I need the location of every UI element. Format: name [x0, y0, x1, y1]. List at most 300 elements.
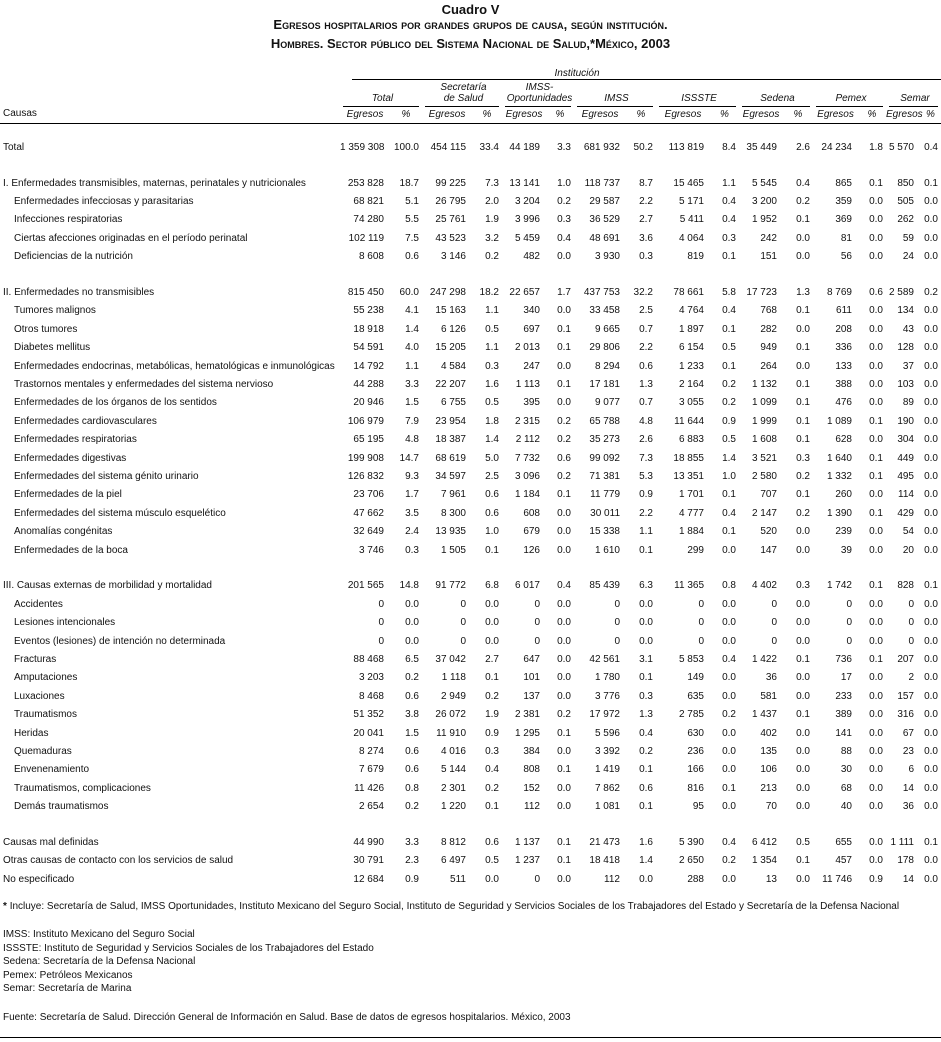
cell-pct: 0.0	[722, 617, 736, 629]
cell-egresos: 264	[760, 360, 777, 372]
cell-pct: 0.5	[485, 397, 499, 409]
cell-pct: 0.1	[796, 214, 810, 226]
cell-pct: 0.0	[869, 617, 883, 629]
cell-pct: 0.4	[722, 195, 736, 207]
cell-pct: 0.0	[485, 617, 499, 629]
cell-pct: 0.7	[639, 323, 653, 335]
cell-pct: 0.0	[869, 526, 883, 538]
row-label: Demás traumatismos	[14, 801, 109, 813]
subheader-pct: %	[793, 109, 803, 120]
cell-pct: 0.0	[796, 745, 810, 757]
cell-egresos: 199 908	[347, 452, 384, 464]
cell-egresos: 505	[897, 195, 914, 207]
cell-egresos: 247 298	[429, 287, 466, 299]
cell-pct: 0.3	[639, 251, 653, 263]
cell-egresos: 13 935	[435, 526, 466, 538]
row-label: Envenenamiento	[14, 764, 90, 776]
cell-egresos: 17 972	[589, 709, 620, 721]
cell-pct: 1.1	[639, 526, 653, 538]
cell-pct: 1.6	[639, 836, 653, 848]
cell-egresos: 8 294	[594, 360, 620, 372]
table-row	[0, 705, 941, 723]
cell-pct: 0.0	[722, 727, 736, 739]
cell-pct: 0.2	[557, 470, 571, 482]
subheader-pct: %	[926, 109, 935, 120]
cell-egresos: 865	[835, 177, 852, 189]
cell-egresos: 288	[687, 873, 704, 885]
cell-pct: 0.1	[796, 709, 810, 721]
cell-egresos: 25 761	[435, 214, 466, 226]
cell-pct: 0.9	[869, 873, 883, 885]
cell-pct: 0.6	[639, 782, 653, 794]
cell-pct: 0.0	[796, 672, 810, 684]
cell-pct: 0.0	[869, 305, 883, 317]
cell-pct: 6.3	[639, 580, 653, 592]
row-label: Tumores malignos	[14, 305, 96, 317]
subheader-pct: %	[401, 109, 411, 120]
cell-egresos: 1 780	[594, 672, 620, 684]
table-row	[0, 797, 941, 815]
cell-pct: 0.0	[557, 745, 571, 757]
cell-egresos: 3 200	[751, 195, 777, 207]
cell-pct: 0.1	[796, 342, 810, 354]
cell-egresos: 476	[835, 397, 852, 409]
cell-pct: 0.1	[722, 782, 736, 794]
cell-egresos: 3 096	[514, 470, 540, 482]
cell-egresos: 56	[840, 251, 852, 263]
cell-pct: 0.0	[796, 873, 810, 885]
cell-egresos: 14	[902, 873, 914, 885]
cell-egresos: 1 999	[751, 415, 777, 427]
cell-pct: 0.0	[796, 544, 810, 556]
cell-pct: 0.2	[722, 397, 736, 409]
cell-egresos: 369	[835, 214, 852, 226]
cell-pct: 1.3	[639, 709, 653, 721]
cell-egresos: 828	[897, 580, 914, 592]
cell-egresos: 3 746	[358, 544, 384, 556]
cell-egresos: 36	[902, 801, 914, 813]
cell-pct: 7.3	[639, 452, 653, 464]
table-body	[0, 138, 941, 888]
cell-egresos: 402	[760, 727, 777, 739]
group-rule-0	[343, 106, 419, 107]
cell-pct: 0.0	[722, 598, 736, 610]
cell-egresos: 2 580	[751, 470, 777, 482]
cell-pct: 14.7	[399, 452, 419, 464]
cell-egresos: 37 042	[435, 653, 466, 665]
subheader-egresos: Egresos	[505, 109, 543, 120]
cell-egresos: 147	[760, 544, 777, 556]
source-note: Fuente: Secretaría de Salud. Dirección General de Información en Salud. Base de datos de egresos hospitalarios. México, 2003	[3, 1012, 571, 1023]
cell-pct: 2.7	[639, 214, 653, 226]
cell-pct: 0.0	[869, 672, 883, 684]
row-label: I. Enfermedades transmisibles, maternas, perinatales y nutricionales	[3, 177, 306, 189]
abbreviation-line: Semar: Secretaría de Marina	[3, 983, 132, 995]
cell-pct: 7.9	[405, 415, 419, 427]
table-row	[0, 852, 941, 870]
cell-egresos: 35 273	[589, 434, 620, 446]
cell-pct: 1.9	[485, 709, 499, 721]
cell-egresos: 34 597	[435, 470, 466, 482]
cell-pct: 0.0	[557, 507, 571, 519]
row-label: III. Causas externas de morbilidad y mortalidad	[3, 580, 212, 592]
cell-egresos: 32 649	[353, 526, 384, 538]
cell-pct: 5.3	[639, 470, 653, 482]
cell-pct: 0.3	[722, 232, 736, 244]
cell-pct: 0.4	[485, 764, 499, 776]
cell-pct: 0.3	[796, 452, 810, 464]
cell-egresos: 29 587	[589, 195, 620, 207]
cell-pct: 5.1	[405, 195, 419, 207]
cell-egresos: 736	[835, 653, 852, 665]
cell-pct: 0.0	[924, 526, 938, 538]
row-label: II. Enfermedades no transmisibles	[3, 287, 155, 299]
row-label: Enfermedades cardiovasculares	[14, 415, 157, 427]
group-rule-6	[816, 106, 883, 107]
cell-pct: 0.6	[405, 745, 419, 757]
cell-pct: 1.9	[485, 214, 499, 226]
cell-egresos: 4 584	[440, 360, 466, 372]
cell-pct: 0.0	[796, 323, 810, 335]
cell-egresos: 12 684	[353, 873, 384, 885]
cell-pct: 0.1	[796, 434, 810, 446]
cell-egresos: 15 205	[435, 342, 466, 354]
group-header-0-line-0: Total	[371, 93, 394, 104]
cell-egresos: 8 769	[826, 287, 852, 299]
cell-pct: 0.0	[405, 635, 419, 647]
cell-egresos: 1 359 308	[340, 141, 385, 153]
row-label: Enfermedades del sistema músculo esquelético	[14, 507, 226, 519]
cell-egresos: 316	[897, 709, 914, 721]
cell-pct: 0.0	[557, 801, 571, 813]
cell-pct: 3.1	[639, 653, 653, 665]
cell-egresos: 395	[523, 397, 540, 409]
cell-pct: 0.4	[557, 232, 571, 244]
cell-pct: 0.0	[796, 764, 810, 776]
cell-pct: 0.0	[924, 764, 938, 776]
cell-egresos: 207	[897, 653, 914, 665]
table-row	[0, 138, 941, 156]
row-label: Enfermedades respiratorias	[14, 434, 137, 446]
cell-egresos: 22 207	[435, 378, 466, 390]
cell-pct: 0.0	[869, 323, 883, 335]
cell-egresos: 511	[450, 873, 466, 885]
cell-pct: 0.1	[557, 342, 571, 354]
cell-egresos: 15 338	[589, 526, 620, 538]
cell-pct: 0.2	[722, 709, 736, 721]
cell-pct: 0.0	[924, 690, 938, 702]
cell-pct: 1.8	[485, 415, 499, 427]
cell-pct: 0.4	[722, 507, 736, 519]
cell-pct: 0.1	[796, 397, 810, 409]
cell-egresos: 67	[902, 727, 914, 739]
table-row	[0, 742, 941, 760]
table-row	[0, 430, 941, 448]
cell-egresos: 18 387	[435, 434, 466, 446]
cell-pct: 60.0	[399, 287, 419, 299]
cell-egresos: 0	[771, 617, 777, 629]
cell-pct: 0.1	[557, 323, 571, 335]
cell-pct: 0.0	[869, 598, 883, 610]
cell-egresos: 0	[460, 635, 466, 647]
cell-pct: 0.2	[405, 672, 419, 684]
cell-egresos: 101	[523, 672, 540, 684]
cell-pct: 0.0	[405, 598, 419, 610]
cell-pct: 0.5	[485, 323, 499, 335]
group-rule-3	[577, 106, 653, 107]
abbreviation-line: Pemex: Petróleos Mexicanos	[3, 969, 133, 981]
cell-egresos: 78 661	[673, 287, 704, 299]
cell-pct: 0.0	[722, 745, 736, 757]
cell-pct: 0.0	[869, 360, 883, 372]
cell-pct: 0.1	[485, 672, 499, 684]
cell-egresos: 2 315	[514, 415, 540, 427]
cell-egresos: 3 521	[751, 452, 777, 464]
group-header-2-line-0: IMSS-	[525, 82, 554, 93]
cell-egresos: 24 234	[821, 141, 852, 153]
cell-pct: 0.6	[639, 360, 653, 372]
row-label: Enfermedades de la piel	[14, 489, 122, 501]
cell-pct: 0.4	[722, 653, 736, 665]
cell-egresos: 0	[908, 617, 914, 629]
cell-pct: 0.0	[796, 598, 810, 610]
cell-pct: 1.1	[485, 305, 499, 317]
cell-pct: 0.1	[639, 764, 653, 776]
cell-pct: 0.1	[869, 580, 883, 592]
cell-pct: 1.0	[557, 177, 571, 189]
table-row	[0, 449, 941, 467]
table-number: Cuadro V	[441, 2, 500, 17]
cell-pct: 0.2	[557, 415, 571, 427]
cell-egresos: 359	[835, 195, 852, 207]
cell-egresos: 99 225	[435, 177, 466, 189]
cell-egresos: 1 111	[890, 836, 914, 848]
cell-pct: 0.1	[796, 415, 810, 427]
cell-egresos: 13 141	[509, 177, 540, 189]
cell-pct: 0.8	[722, 580, 736, 592]
cell-pct: 1.6	[485, 378, 499, 390]
cell-pct: 0.5	[722, 342, 736, 354]
cell-pct: 6.5	[405, 653, 419, 665]
cell-pct: 0.0	[924, 745, 938, 757]
subheader-pct: %	[482, 109, 492, 120]
cell-pct: 1.1	[722, 177, 736, 189]
cell-pct: 0.0	[869, 855, 883, 867]
table-row	[0, 412, 941, 430]
cell-pct: 0.0	[869, 764, 883, 776]
table-row	[0, 302, 941, 320]
cell-egresos: 0	[614, 617, 620, 629]
cell-egresos: 8 300	[440, 507, 466, 519]
cell-egresos: 22 657	[509, 287, 540, 299]
cell-pct: 1.5	[405, 727, 419, 739]
cell-pct: 0.4	[924, 141, 938, 153]
cell-egresos: 816	[687, 782, 704, 794]
cell-egresos: 2 589	[888, 287, 914, 299]
cell-pct: 0.1	[869, 452, 883, 464]
cell-egresos: 0	[846, 635, 852, 647]
cell-egresos: 0	[378, 635, 384, 647]
cell-pct: 0.2	[796, 507, 810, 519]
cell-egresos: 126 832	[347, 470, 384, 482]
cell-egresos: 88	[840, 745, 852, 757]
cell-pct: 0.0	[722, 544, 736, 556]
cell-egresos: 388	[835, 378, 852, 390]
table-row	[0, 595, 941, 613]
table-row	[0, 669, 941, 687]
cell-pct: 0.1	[557, 836, 571, 848]
cell-pct: 0.0	[924, 801, 938, 813]
cell-egresos: 815 450	[347, 287, 384, 299]
table-row	[0, 779, 941, 797]
cell-egresos: 47 662	[353, 507, 384, 519]
spacer-cell	[0, 816, 941, 834]
cell-pct: 0.0	[924, 378, 938, 390]
cell-pct: 0.1	[796, 855, 810, 867]
cell-pct: 0.0	[557, 782, 571, 794]
cell-pct: 0.9	[722, 415, 736, 427]
table-row	[0, 522, 941, 540]
cell-pct: 0.2	[722, 855, 736, 867]
cell-pct: 3.8	[405, 709, 419, 721]
cell-egresos: 239	[835, 526, 852, 538]
cell-pct: 0.1	[722, 489, 736, 501]
cell-egresos: 768	[760, 305, 777, 317]
cell-pct: 2.6	[639, 434, 653, 446]
cell-egresos: 1 237	[514, 855, 540, 867]
spacer-row	[0, 156, 941, 174]
cell-egresos: 1 422	[751, 653, 777, 665]
group-header-4-line-0: ISSSTE	[681, 93, 717, 104]
cell-pct: 2.5	[639, 305, 653, 317]
cell-pct: 2.2	[639, 195, 653, 207]
cell-egresos: 149	[687, 672, 704, 684]
row-label: Amputaciones	[14, 672, 78, 684]
cell-egresos: 0	[771, 635, 777, 647]
cell-egresos: 1 137	[514, 836, 540, 848]
cell-pct: 0.0	[869, 782, 883, 794]
cell-pct: 0.3	[485, 360, 499, 372]
spacer-row	[0, 559, 941, 577]
cell-egresos: 7 679	[358, 764, 384, 776]
cell-pct: 2.2	[639, 507, 653, 519]
cell-egresos: 0	[846, 617, 852, 629]
cell-egresos: 71 381	[589, 470, 620, 482]
cell-pct: 1.0	[722, 470, 736, 482]
cell-pct: 0.0	[485, 635, 499, 647]
cell-egresos: 11 426	[354, 782, 384, 794]
cell-egresos: 4 402	[751, 580, 777, 592]
cell-pct: 0.0	[869, 378, 883, 390]
cell-egresos: 5 171	[678, 195, 704, 207]
cell-pct: 0.0	[557, 360, 571, 372]
cell-pct: 0.0	[924, 507, 938, 519]
cell-pct: 32.2	[633, 287, 653, 299]
cell-egresos: 17	[840, 672, 852, 684]
cell-pct: 0.3	[485, 745, 499, 757]
cell-pct: 0.1	[557, 489, 571, 501]
row-label: Trastornos mentales y enfermedades del sistema nervioso	[14, 378, 274, 390]
cell-egresos: 20 946	[353, 397, 384, 409]
table-row	[0, 761, 941, 779]
cell-egresos: 5 390	[678, 836, 704, 848]
cell-egresos: 30 791	[353, 855, 384, 867]
row-label: Luxaciones	[14, 690, 65, 702]
cell-egresos: 299	[687, 544, 704, 556]
cell-pct: 8.7	[639, 177, 653, 189]
cell-egresos: 1 897	[678, 323, 704, 335]
cell-egresos: 106	[760, 764, 777, 776]
cell-pct: 3.5	[405, 507, 419, 519]
cell-egresos: 7 862	[594, 782, 620, 794]
cell-egresos: 65 195	[353, 434, 384, 446]
cell-egresos: 126	[523, 544, 540, 556]
cell-pct: 0.2	[557, 195, 571, 207]
group-header-2-line-1: Oportunidades	[506, 93, 573, 104]
table-row	[0, 283, 941, 301]
cell-pct: 0.0	[639, 598, 653, 610]
cell-pct: 4.1	[405, 305, 419, 317]
cell-egresos: 135	[760, 745, 777, 757]
cell-egresos: 54 591	[353, 342, 384, 354]
cell-egresos: 128	[897, 342, 914, 354]
cell-egresos: 1 233	[678, 360, 704, 372]
cell-egresos: 23 706	[353, 489, 384, 501]
row-label: Traumatismos	[14, 709, 77, 721]
cell-egresos: 26 795	[435, 195, 466, 207]
cell-pct: 0.0	[796, 727, 810, 739]
table-row	[0, 394, 941, 412]
cell-egresos: 35 449	[746, 141, 777, 153]
cell-egresos: 1 132	[751, 378, 777, 390]
cell-pct: 0.3	[796, 580, 810, 592]
cell-egresos: 2 949	[440, 690, 466, 702]
cell-pct: 0.1	[722, 360, 736, 372]
group-header-7-line-0: Semar	[900, 93, 930, 104]
cell-egresos: 1 354	[751, 855, 777, 867]
cell-pct: 1.3	[796, 287, 810, 299]
cell-pct: 0.0	[722, 690, 736, 702]
cell-egresos: 133	[835, 360, 852, 372]
cell-pct: 6.8	[485, 580, 499, 592]
cell-egresos: 454 115	[430, 141, 466, 153]
cell-pct: 5.0	[485, 452, 499, 464]
cell-pct: 0.1	[722, 526, 736, 538]
table-row	[0, 577, 941, 595]
row-label: Anomalías congénitas	[14, 526, 113, 538]
cell-pct: 2.5	[485, 470, 499, 482]
cell-egresos: 5 144	[440, 764, 466, 776]
cell-egresos: 11 746	[822, 873, 852, 885]
cell-egresos: 1 220	[440, 801, 466, 813]
cell-pct: 0.0	[869, 342, 883, 354]
cell-egresos: 0	[534, 617, 540, 629]
cell-pct: 0.2	[639, 745, 653, 757]
cell-pct: 1.3	[639, 378, 653, 390]
cell-pct: 0.1	[639, 801, 653, 813]
cell-egresos: 0	[908, 598, 914, 610]
cell-pct: 0.0	[485, 598, 499, 610]
cell-pct: 0.6	[405, 764, 419, 776]
cell-pct: 0.0	[869, 690, 883, 702]
cell-egresos: 118 737	[584, 177, 620, 189]
cell-egresos: 0	[846, 598, 852, 610]
cell-egresos: 33 458	[589, 305, 620, 317]
cell-pct: 0.0	[924, 397, 938, 409]
cell-egresos: 4 016	[440, 745, 466, 757]
cell-pct: 0.0	[796, 617, 810, 629]
table-row	[0, 339, 941, 357]
